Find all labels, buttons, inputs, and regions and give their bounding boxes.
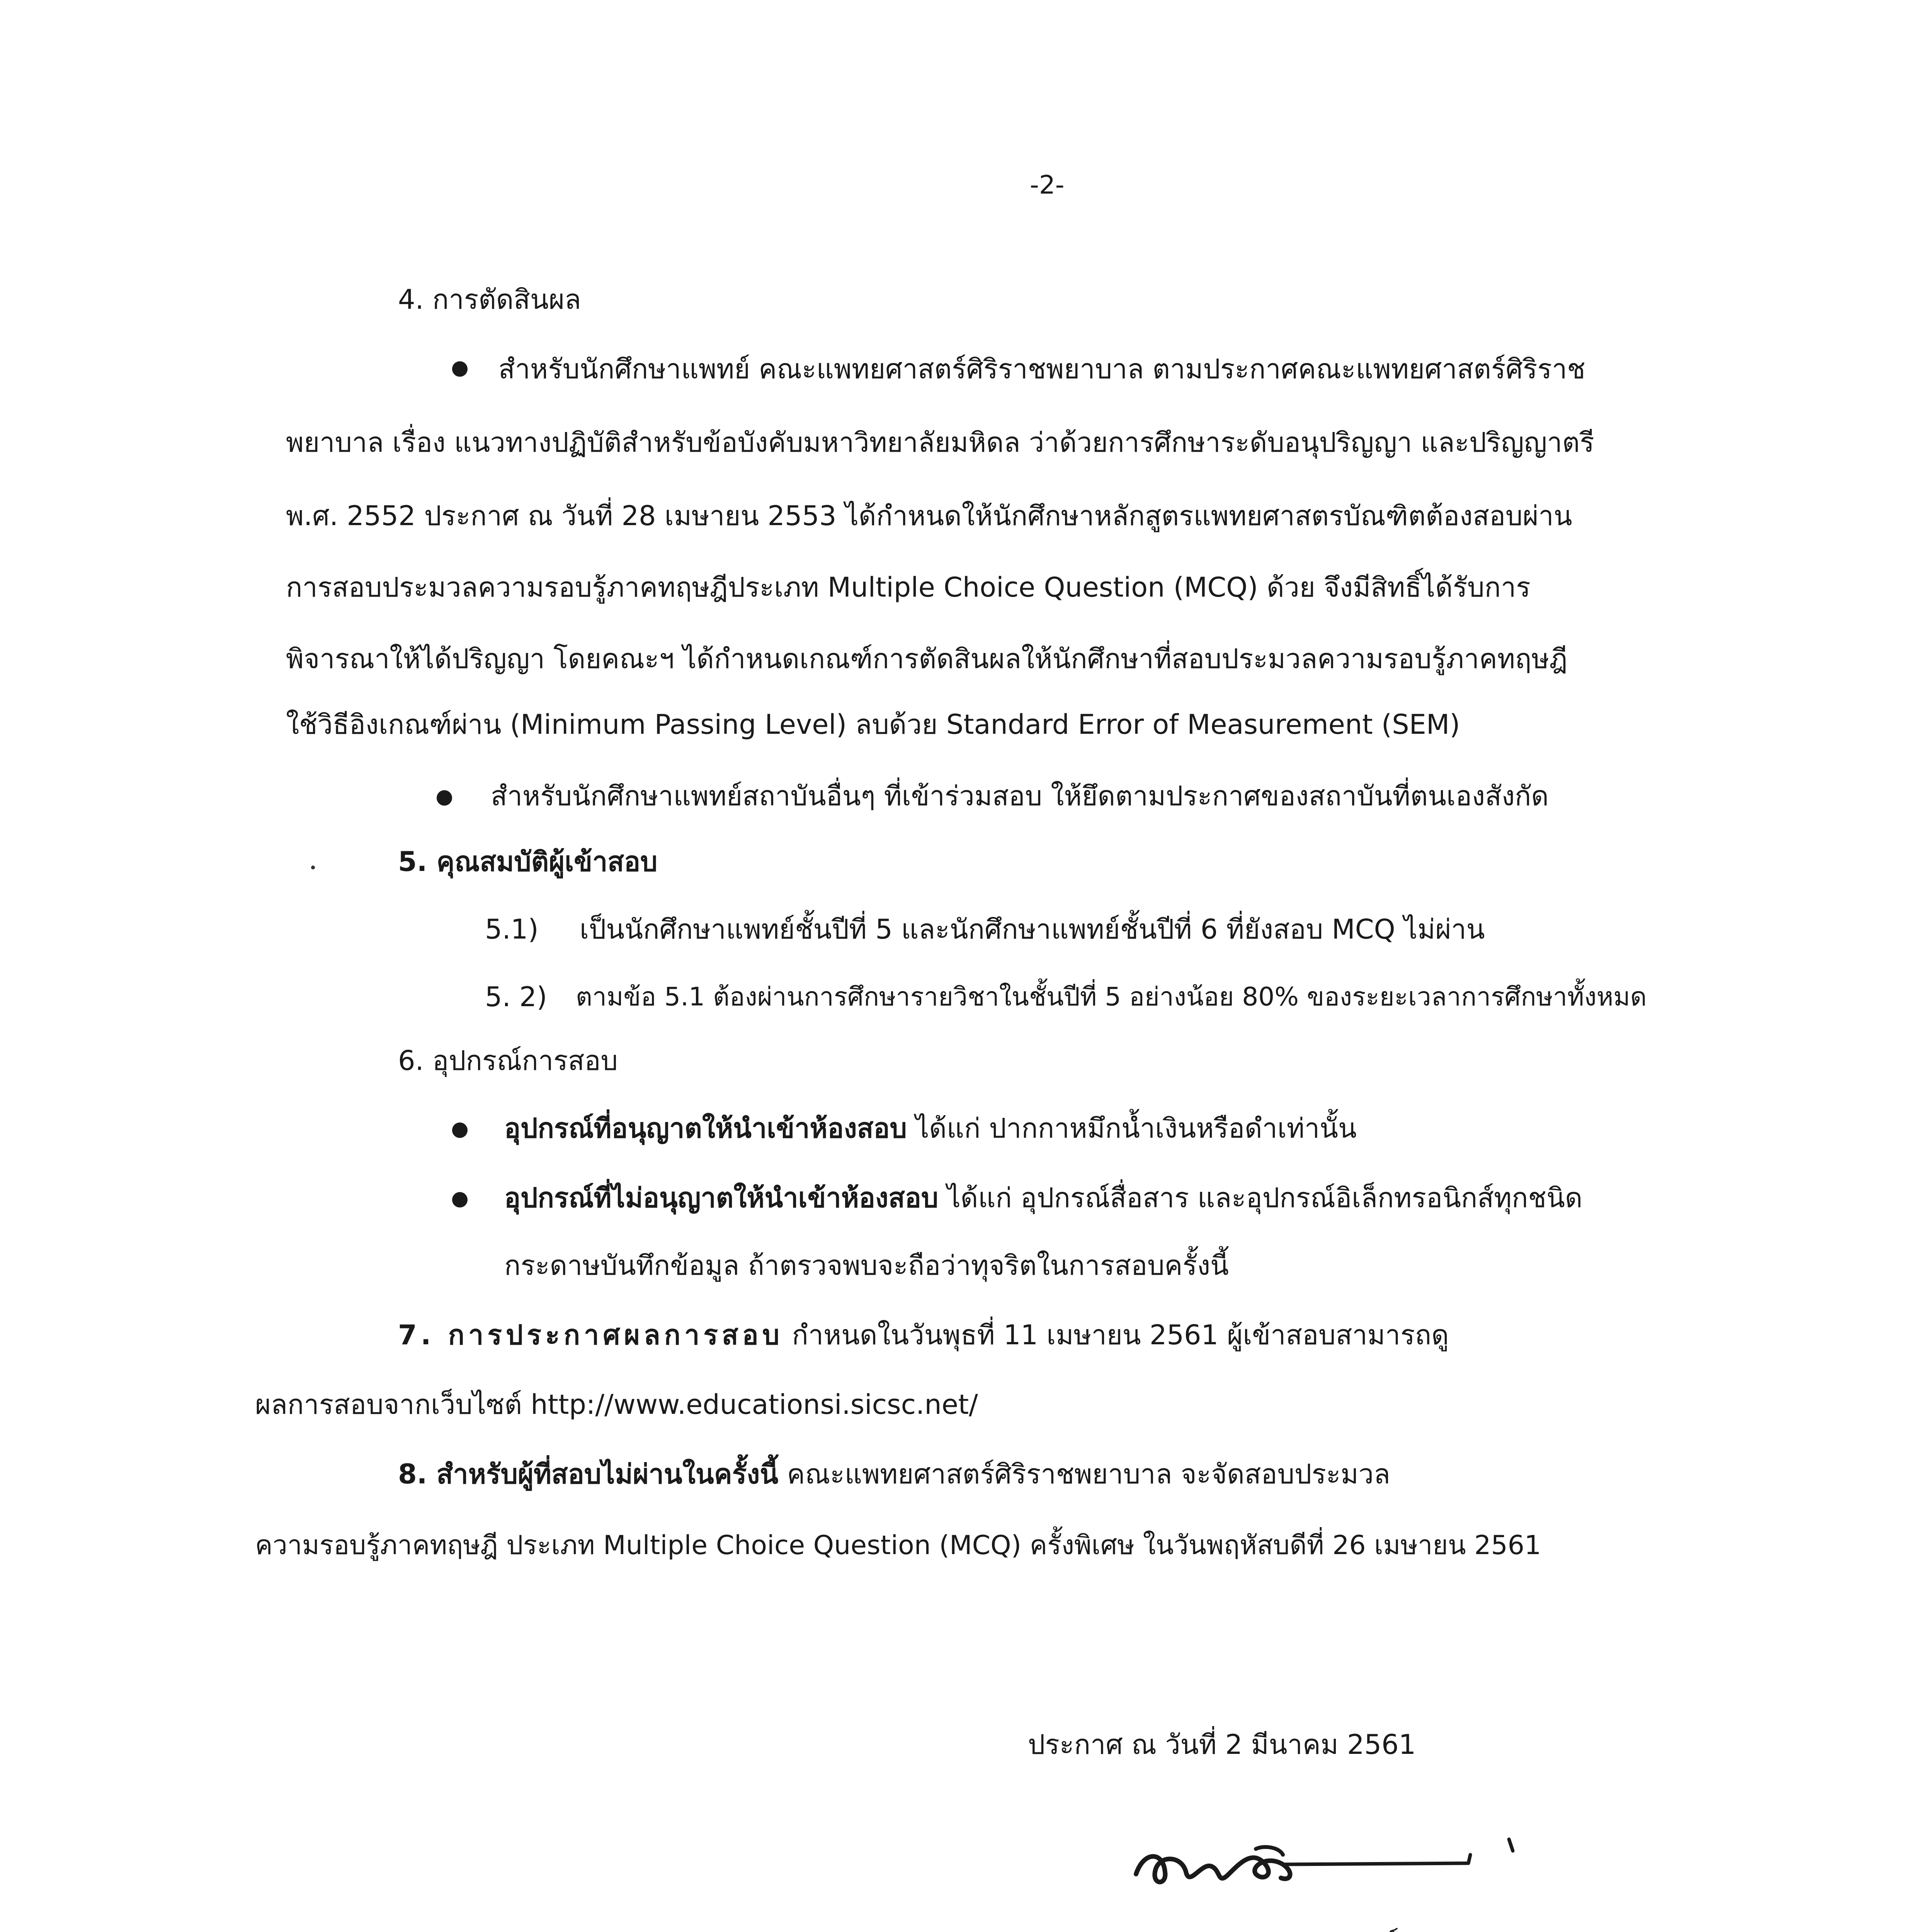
announcement-date: ประกาศ ณ วันที่ 2 มีนาคม 2561 (1028, 1729, 1416, 1760)
page-number: -2- (1030, 170, 1065, 200)
scan-speck (311, 866, 315, 869)
section-6-bullet1-bold: อุปกรณ์ที่อนุญาตให้นำเข้าห้องสอบ (504, 1112, 907, 1144)
section-4-bullet1-line6: ใช้วิธีอิงเกณฑ์ผ่าน (Minimum Passing Level) ลบด้วย Standard Error of Measurement (SEM) (286, 709, 1460, 740)
bullet-icon (437, 790, 452, 806)
section-4-bullet1-line3: พ.ศ. 2552 ประกาศ ณ วันที่ 28 เมษายน 2553 ได้กำหนดให้นักศึกษาหลักสูตรแพทยศาสตรบัณฑิตต้องสอบผ่าน (286, 500, 1572, 532)
section-4-bullet1-line5: พิจารณาให้ได้ปริญญา โดยคณะฯ ได้กำหนดเกณฑ์การตัดสินผลให้นักศึกษาที่สอบประมวลความรอบรู้ภาคทฤษฎี (286, 643, 1568, 675)
signature-icon (1128, 1828, 1538, 1901)
section-6-heading: 6. อุปกรณ์การสอบ (398, 1045, 618, 1077)
section-6-bullet2-rest: ได้แก่ อุปกรณ์สื่อสาร และอุปกรณ์อิเล็กทรอนิกส์ทุกชนิด (938, 1182, 1583, 1214)
signatory-name (954, 1928, 1521, 1932)
section-6-bullet2-line2: กระดาษบันทึกข้อมูล ถ้าตรวจพบจะถือว่าทุจริตในการสอบครั้งนี้ (504, 1250, 1229, 1281)
section-8-bold: 8. สำหรับผู้ที่สอบไม่ผ่านในครั้งนี้ (398, 1458, 779, 1490)
section-4-bullet1-line1: สำหรับนักศึกษาแพทย์ คณะแพทยศาสตร์ศิริราชพยาบาล ตามประกาศคณะแพทยศาสตร์ศิริราช (498, 353, 1585, 385)
section-5-item2-number: 5. 2) (485, 981, 547, 1013)
section-5-item1-number: 5.1) (485, 913, 539, 945)
section-5-item2-text: ตามข้อ 5.1 ต้องผ่านการศึกษารายวิชาในชั้นปีที่ 5 อย่างน้อย 80% ของระยะเวลาการศึกษาทั้งหมด (576, 982, 1647, 1012)
section-8-rest: คณะแพทยศาสตร์ศิริราชพยาบาล จะจัดสอบประมวล (778, 1458, 1390, 1490)
section-6-bullet2-bold: อุปกรณ์ที่ไม่อนุญาตให้นำเข้าห้องสอบ (504, 1182, 939, 1214)
section-4-bullet1-line2: พยาบาล เรื่อง แนวทางปฏิบัติสำหรับข้อบังคับมหาวิทยาลัยมหิดล ว่าด้วยการศึกษาระดับอนุปริญญา และปริญญาตรี (286, 427, 1594, 458)
section-4-bullet2: สำหรับนักศึกษาแพทย์สถาบันอื่นๆ ที่เข้าร่วมสอบ ให้ยึดตามประกาศของสถาบันที่ตนเองสังกัด (491, 780, 1549, 812)
section-6-bullet2 (504, 1179, 1582, 1217)
section-7 (398, 1316, 1449, 1354)
section-8 (398, 1455, 1390, 1493)
bullet-icon (452, 1192, 468, 1208)
section-5-heading: 5. คุณสมบัติผู้เข้าสอบ (398, 846, 658, 878)
section-6-bullet1 (504, 1109, 1357, 1148)
section-4-heading: 4. การตัดสินผล (398, 284, 581, 315)
section-6-bullet1-rest: ได้แก่ ปากกาหมึกน้ำเงินหรือดำเท่านั้น (907, 1112, 1357, 1144)
bullet-icon (452, 1122, 468, 1138)
section-8-line2: ความรอบรู้ภาคทฤษฎี ประเภท Multiple Choice Question (MCQ) ครั้งพิเศษ ในวันพฤหัสบดีที่ 26 เมษายน 2561 (255, 1530, 1541, 1561)
section-4-bullet1-line4: การสอบประมวลความรอบรู้ภาคทฤษฎีประเภท Multiple Choice Question (MCQ) ด้วย จึงมีสิทธิ์ได้รับการ (286, 571, 1531, 603)
section-7-rest: กำหนดในวันพุธที่ 11 เมษายน 2561 ผู้เข้าสอบสามารถดู (783, 1319, 1449, 1351)
section-7-line2: ผลการสอบจากเว็บไซต์ http://www.educationsi.sicsc.net/ (255, 1389, 978, 1420)
section-7-bold: 7. การประกาศผลการสอบ (398, 1319, 784, 1351)
bullet-icon (452, 361, 468, 377)
section-5-item1-text: เป็นนักศึกษาแพทย์ชั้นปีที่ 5 และนักศึกษาแพทย์ชั้นปีที่ 6 ที่ยังสอบ MCQ ไม่ผ่าน (580, 913, 1485, 945)
